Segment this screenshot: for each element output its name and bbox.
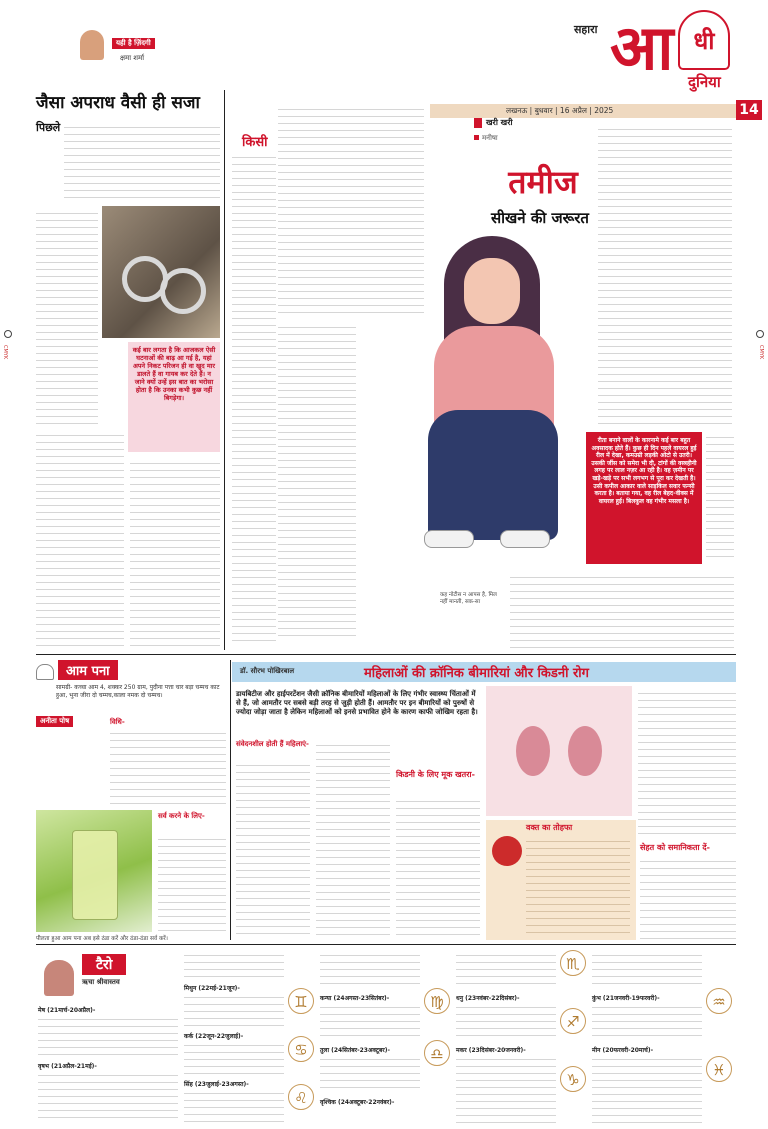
feature-body: [598, 124, 732, 424]
health-byline-bar: [232, 662, 736, 682]
sign-singh: सिंह (23जुलाई-23अगस्त)-: [184, 1081, 249, 1088]
zodiac-aquarius-icon: ♒: [706, 988, 732, 1014]
zodiac-virgo-icon: ♍: [424, 988, 450, 1014]
illustration-shoe: [424, 530, 474, 548]
column-tag-label: यही है ज़िंदगी: [112, 38, 155, 49]
health-sub1: संवेदनशील होती हैं महिलाएं-: [236, 740, 309, 748]
feature-byline-name: मनीषा: [482, 134, 498, 142]
health-body: [640, 856, 736, 940]
sign-kumbh: कुंभ (21जनवरी-19फरवरी)-: [592, 995, 660, 1002]
page-number: 14: [736, 100, 762, 120]
feature-pullquote-box: [586, 432, 702, 564]
logo-dhi: [678, 10, 730, 70]
handcuffs-photo: [102, 206, 220, 338]
sign-kark: कर्क (22जून-22जुलाई)-: [184, 1033, 244, 1040]
sign-vrishchik: वृश्चिक (24अक्टूबर-22नवंबर)-: [320, 1099, 395, 1106]
horoscope-section: [36, 948, 736, 1126]
feature-headline-2: सीखने की जरूरत: [491, 209, 589, 227]
zodiac-cancer-icon: ♋: [288, 1036, 314, 1062]
health-body: [396, 796, 480, 940]
left-article-body: [130, 458, 220, 650]
feature-byline: [474, 134, 498, 143]
recipe-byline: अनीता पोष: [36, 716, 73, 727]
sign-text: [184, 950, 284, 980]
horoscope-title: टैरो: [82, 954, 126, 975]
handcuffs-icon: [160, 268, 206, 314]
recipe-serve-label: सर्व करने के लिए-: [158, 812, 205, 820]
health-body: [638, 688, 736, 838]
sign-mithun: मिथुन (22मई-21जून)-: [184, 985, 240, 992]
sign-vrishabh: वृषभ (21अप्रैल-21मई)-: [38, 1063, 97, 1070]
feature-body: [706, 432, 734, 562]
cmyk-label: CMYK: [2, 345, 8, 360]
sign-text: [38, 1070, 178, 1124]
logo-duniya: दुनिया: [688, 73, 721, 91]
sign-text: [592, 1054, 702, 1124]
feature-dropcap: किसी: [242, 135, 268, 150]
health-body: [236, 760, 310, 940]
sign-tula: तुला (24सितंबर-23अक्टूबर)-: [320, 1047, 390, 1054]
horizontal-divider: [36, 654, 736, 655]
sign-text: [456, 1002, 556, 1042]
left-article-body: [36, 430, 124, 650]
health-sub2: किडनी के लिए मूक खतरा-: [396, 770, 475, 779]
health-sub4: सेहत को समानिकता दें-: [640, 843, 710, 852]
sign-makar: मकर (23दिसंबर-20जनवरी)-: [456, 1047, 526, 1054]
sign-dhanu: धनु (23नवंबर-22दिसंबर)-: [456, 995, 520, 1002]
recipe-caption: पीलता हुआ आम पना अब इसे ठंडा करें और ठंडा-ठंडा सर्व करें।: [36, 936, 168, 942]
sign-text: [592, 950, 702, 990]
left-article-body: [64, 122, 220, 202]
health-byline: डॉ. सौरभ पोखिरबाल: [240, 667, 295, 675]
illustration-legs: [428, 410, 558, 540]
logo-dhi-text: धी: [693, 27, 715, 55]
logo-letter-aa: आ: [610, 11, 674, 84]
feature-pullquote: रीता बनाने वालों के कारनामे कई बार बहुत अवसादक होते हैं। कुछ ही दिन पहले वायरल हुई रील में देखा, कमउम्री लड़की ओटो से उतरी। उसकी जींस को समेरा भी दी, टांगों की वस्त्रहीनी लगह पर लाल नज़र आ रही है। वह ज़मीन पर खड़े-खड़े पर सभी लगभग से पूरा कर देखती है। उसी कपील आकार वाले साइकिल सवार फन्सी करता है। बताया गया, वह रील बेहद-वीक्स में वायरल हुई। बिलकुल वह गंभीर मसला है।: [591, 437, 697, 505]
health-body: [316, 740, 390, 940]
feature-caption: कह नोटीस न आपस है, मिल नहीं मानती, सक-सा: [440, 592, 497, 605]
masthead: [570, 8, 760, 118]
feature-body: [434, 124, 594, 134]
left-article: [36, 90, 220, 650]
sign-text: [456, 1054, 556, 1124]
registration-mark: [756, 330, 764, 338]
sign-kanya: कन्या (24अगस्त-23सितंबर)-: [320, 995, 390, 1002]
recipe-body: [158, 834, 226, 934]
column-divider: [230, 660, 231, 940]
byline-icon: [474, 135, 479, 140]
recipe-title: आम पना: [58, 660, 118, 680]
cmyk-label: CMYK: [758, 345, 764, 360]
feature-headline-1: तमीज: [508, 163, 578, 201]
zodiac-scorpio-icon: ♏: [560, 950, 586, 976]
dateline: लखनऊ | बुधवार | 16 अप्रैल | 2025: [506, 106, 614, 115]
health-headline: महिलाओं की क्रॉनिक बीमारियां और किडनी रोग: [364, 666, 589, 681]
horoscope-author: ऋचा श्रीवास्तव: [82, 978, 120, 986]
vakt-body: [526, 836, 630, 936]
sign-text: [456, 950, 556, 990]
kidney-icon: [516, 726, 550, 776]
column-divider: [224, 90, 225, 650]
illustration-face: [464, 258, 520, 324]
zodiac-leo-icon: ♌: [288, 1084, 314, 1110]
sign-text: [38, 1014, 178, 1058]
zodiac-sagittarius-icon: ♐: [560, 1008, 586, 1034]
sign-text: [184, 1040, 284, 1076]
medicine-icon: [492, 836, 522, 866]
sign-text: [320, 950, 420, 990]
zodiac-gemini-icon: ♊: [288, 988, 314, 1014]
registration-mark: [4, 330, 12, 338]
author-avatar: [80, 30, 104, 60]
feature-body: [232, 152, 276, 642]
sign-text: [184, 992, 284, 1028]
recipe-ingredients: सामग्री- कच्चा आम 4, शक्कर 250 ग्राम, पुदीना पत्ता चार बड़ा चम्मच काट हुआ, भुना जीरा दो चम्मच,काला नमक दो चम्मच।: [56, 684, 220, 699]
health-lead: डायबिटीज और हाईपरटेंशन जैसी क्रॉनिक बीमारियों महिलाओं के लिए गंभीर स्वास्थ्य चिंताओं में से हैं, जो आमतौर पर सबसे बड़ी तरह से जुड़ी होती हैं। आमतौर पर इन बीमारियों को पुरुषों से ज्योदा जोड़ा जाता है लेकिन महिलाओं को इनसे प्रभावित होने के कारण काफी जोखिम रहता है।: [236, 690, 478, 716]
kidney-illustration: [486, 686, 632, 816]
brand-name: सहारा: [574, 23, 598, 36]
sign-meen: मीन (20फरवरी-20मार्च)-: [592, 1047, 654, 1054]
sad-girl-illustration: [370, 230, 596, 590]
zodiac-libra-icon: ♎: [424, 1040, 450, 1066]
aam-panna-photo: [36, 810, 152, 932]
illustration-shoe: [500, 530, 550, 548]
feature-body: [510, 572, 734, 650]
zodiac-pisces-icon: ♓: [706, 1056, 732, 1082]
chef-hat-icon: [36, 664, 54, 680]
sign-text: [592, 1002, 702, 1042]
left-article-headline: जैसा अपराध वैसी ही सजा: [36, 93, 200, 113]
left-article-body: [36, 208, 98, 428]
recipe-body: [110, 728, 226, 808]
glass-icon: [72, 830, 118, 920]
horizontal-divider: [36, 944, 736, 945]
health-sub3: वक्त का तोहफा: [526, 823, 573, 832]
sign-text: [184, 1088, 284, 1124]
horoscope-author-photo: [44, 960, 74, 996]
zodiac-capricorn-icon: ♑: [560, 1066, 586, 1092]
left-pullquote: कई बार लगता है कि आजकल ऐसी घटनाओं की बाढ़ आ गई है, यहां अपने निकट परिजन ही वा खुद मार डालते हैं वा गायब कर देते हैं। न जाने क्यों उन्हें इस बात का भरोसा होता है कि उनका कभी कुछ नहीं बिगड़ेगा।: [132, 346, 216, 402]
column-tag-author: क्षमा शर्मा: [120, 54, 145, 62]
vakt-box: [486, 820, 636, 940]
kidney-icon: [568, 726, 602, 776]
left-pullquote-box: [128, 342, 220, 452]
recipe-method-label: विधि-: [110, 718, 125, 726]
feature-kicker: खरी खरी: [486, 118, 513, 127]
left-article-dropcap: पिछले: [36, 121, 61, 134]
sign-text: [320, 1002, 420, 1042]
sign-mesh: मेष (21मार्च-20अप्रैल)-: [38, 1007, 96, 1014]
feature-body: [278, 322, 356, 642]
sign-text: [320, 1054, 420, 1094]
column-tag: [40, 30, 180, 84]
